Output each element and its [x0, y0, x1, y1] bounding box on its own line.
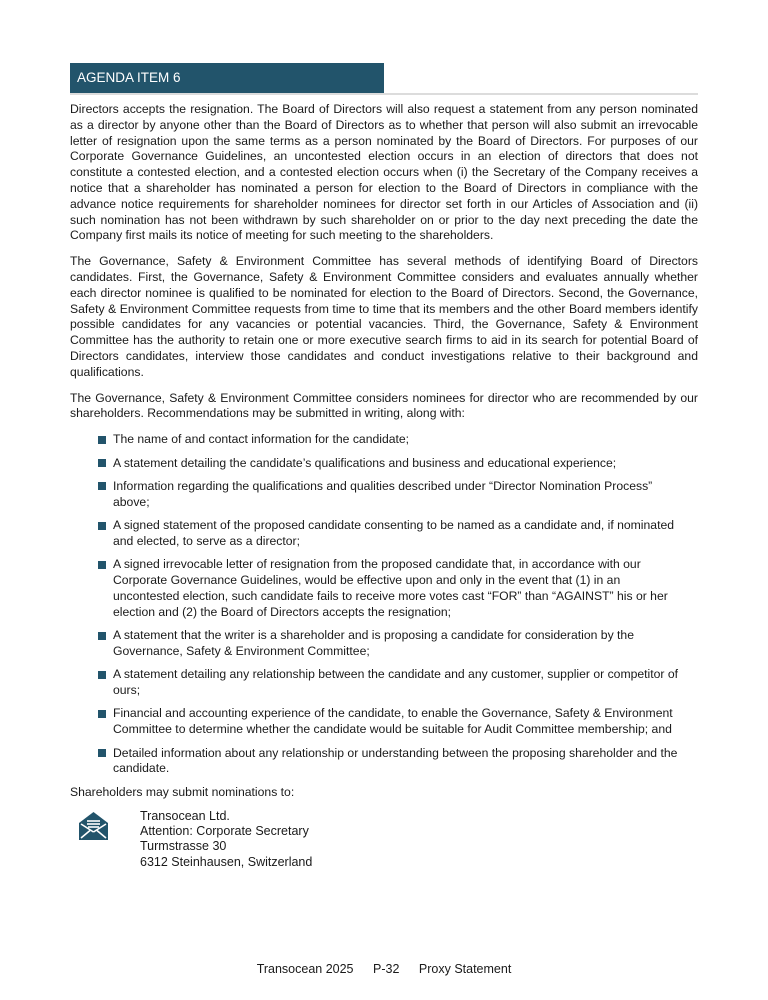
list-item: A statement that the writer is a shareholder and is proposing a candidate for consideration by the Governance, Safety & Environment Committee; [70, 628, 698, 660]
paragraph-identifying-candidates: The Governance, Safety & Environment Committee has several methods of identifying Board of Directors candidates. First, the Governance, Safety & Environment Committee considers and evaluates annually whether each director nominee is qualified to be nominated for election to the Board of Directors. Second, the Governance, Safety & Environment Committee requests from time to time that its members and the other Board members identify possible candidates for any vacancies or potential vacancies. Third, the Governance, Safety & Environment Committee has the authority to retain one or more executive search firms to aid in its search for potential Board of Directors candidates, interview those candidates and conduct investigations relative to their background and qualifications. [70, 254, 698, 379]
address-company: Transocean Ltd. [140, 808, 230, 823]
list-item: Information regarding the qualifications and qualities described under “Director Nomination Process” above; [70, 479, 698, 511]
list-item: Financial and accounting experience of the candidate, to enable the Governance, Safety & Environment Committee to determine whether the candidate would be suitable for Audit Committee membership; and [70, 706, 698, 738]
list-item: A statement detailing any relationship between the candidate and any customer, supplier or competitor of ours; [70, 667, 698, 699]
envelope-icon [78, 811, 109, 841]
recommendation-requirements-list [70, 432, 698, 777]
mailing-address-block [70, 809, 698, 879]
section-header-band [70, 63, 384, 93]
list-item: A signed statement of the proposed candidate consenting to be named as a candidate and, if nominated and elected, to serve as a director; [70, 518, 698, 550]
footer-company-year: Transocean 2025 [256, 962, 354, 976]
section-label: AGENDA ITEM 6 [77, 70, 181, 85]
square-bullet-icon [98, 561, 106, 569]
square-bullet-icon [98, 710, 106, 718]
address-lines [140, 809, 312, 871]
paragraph-shareholder-recommendations: The Governance, Safety & Environment Committee considers nominees for director who are recommended by our shareholders. Recommendations may be submitted in writing, along with: [70, 390, 698, 421]
address-attention: Attention: Corporate Secretary [140, 824, 309, 839]
list-item: A signed irrevocable letter of resignation from the proposed candidate that, in accordance with our Corporate Governance Guidelines, would be effective upon and only in the event that (1) in an uncontested election, such candidate fails to receive more votes cast “FOR” than “AGAINST” his or her election and (2) the Board of Directors accepts the resignation; [70, 557, 698, 620]
list-item: A statement detailing the candidate’s qualifications and business and educational experience; [70, 456, 698, 472]
paragraph-resignation: Directors accepts the resignation. The Board of Directors will also request a statement from any person nominated as a director by anyone other than the Board of Directors as to whether that person will also submit an irrevocable letter of resignation upon the same terms as a person nominated by the Board of Directors. For purposes of our Corporate Governance Guidelines, an uncontested election occurs in an election of directors that does not constitute a contested election, and a contested election occurs when (i) the Secretary of the Company receives a notice that a shareholder has nominated a person for election to the Board of Directors in compliance with the advance notice requirements for shareholder nominees for director set forth in our Articles of Association and (ii) such nomination has not been withdrawn by such shareholder on or prior to the day next preceding the date the Company first mails its notice of meeting for such meeting to the shareholders. [70, 102, 698, 243]
square-bullet-icon [98, 522, 106, 530]
square-bullet-icon [98, 671, 106, 679]
list-item: The name of and contact information for the candidate; [70, 432, 698, 448]
list-item: Detailed information about any relationship or understanding between the proposing shareholder and the candidate. [70, 746, 698, 778]
square-bullet-icon [98, 459, 106, 467]
square-bullet-icon [98, 436, 106, 444]
address-street: Turmstrasse 30 [140, 839, 227, 854]
page-footer [0, 962, 768, 976]
square-bullet-icon [98, 482, 106, 490]
footer-page-number: P-32 [373, 962, 400, 976]
square-bullet-icon [98, 632, 106, 640]
footer-doc-title: Proxy Statement [418, 962, 512, 976]
header-divider [70, 93, 698, 95]
address-city: 6312 Steinhausen, Switzerland [140, 854, 313, 869]
square-bullet-icon [98, 749, 106, 757]
page-content [70, 102, 698, 879]
submit-intro: Shareholders may submit nominations to: [70, 784, 295, 799]
